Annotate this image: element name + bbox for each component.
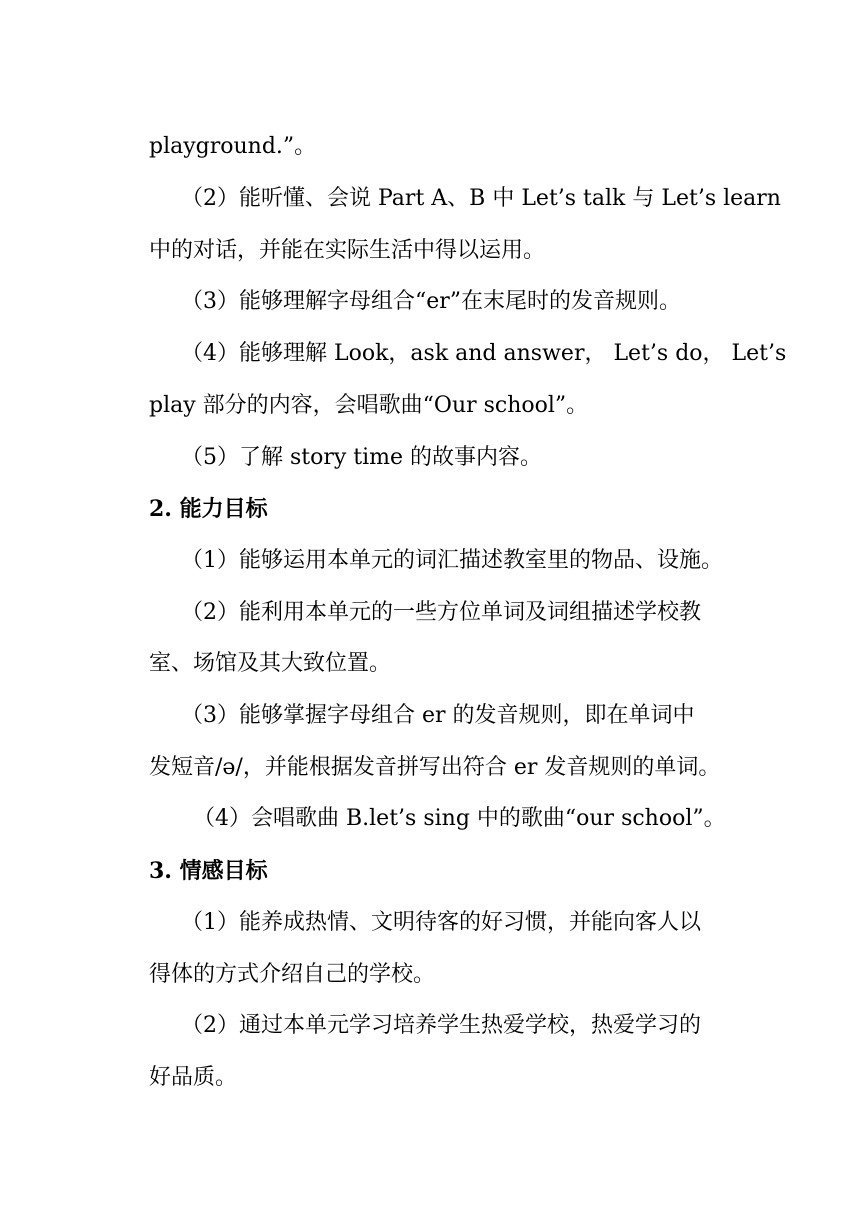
text-line: （2）通过本单元学习培养学生热爱学校，热爱学习的 (181, 1013, 701, 1038)
text-line: （4）能够理解 Look，ask and answer， Let’s do， Let’s (181, 341, 787, 366)
text-line: 室、场馆及其大致位置。 (149, 651, 392, 676)
text-line: （1）能够运用本单元的词汇描述教室里的物品、设施。 (181, 548, 723, 573)
text-line: （3）能够理解字母组合“er”在末尾时的发音规则。 (181, 289, 682, 314)
text-line: 发短音/ə/，并能根据发音拼写出符合 er 发音规则的单词。 (149, 755, 721, 780)
text-line: （1）能养成热情、文明待客的好习惯，并能向客人以 (181, 910, 701, 935)
text-line: playground.”。 (149, 134, 317, 159)
text-line: 好品质。 (149, 1065, 238, 1090)
text-line: 中的对话，并能在实际生活中得以运用。 (149, 238, 546, 263)
text-line: （5）了解 story time 的故事内容。 (181, 445, 543, 470)
text-line: （2）能听懂、会说 Part A、B 中 Let’s talk 与 Let’s learn (181, 186, 781, 211)
text-line: （3）能够掌握字母组合 er 的发音规则，即在单词中 (181, 703, 695, 728)
text-line: （4）会唱歌曲 B.let’s sing 中的歌曲“our school”。 (193, 806, 726, 831)
text-line: play 部分的内容，会唱歌曲“Our school”。 (149, 393, 589, 418)
text-line: （2）能利用本单元的一些方位单词及词组描述学校教 (181, 600, 701, 625)
section-heading: 2. 能力目标 (149, 496, 268, 522)
section-heading: 3. 情感目标 (149, 858, 268, 884)
text-line: 得体的方式介绍自己的学校。 (149, 962, 436, 987)
